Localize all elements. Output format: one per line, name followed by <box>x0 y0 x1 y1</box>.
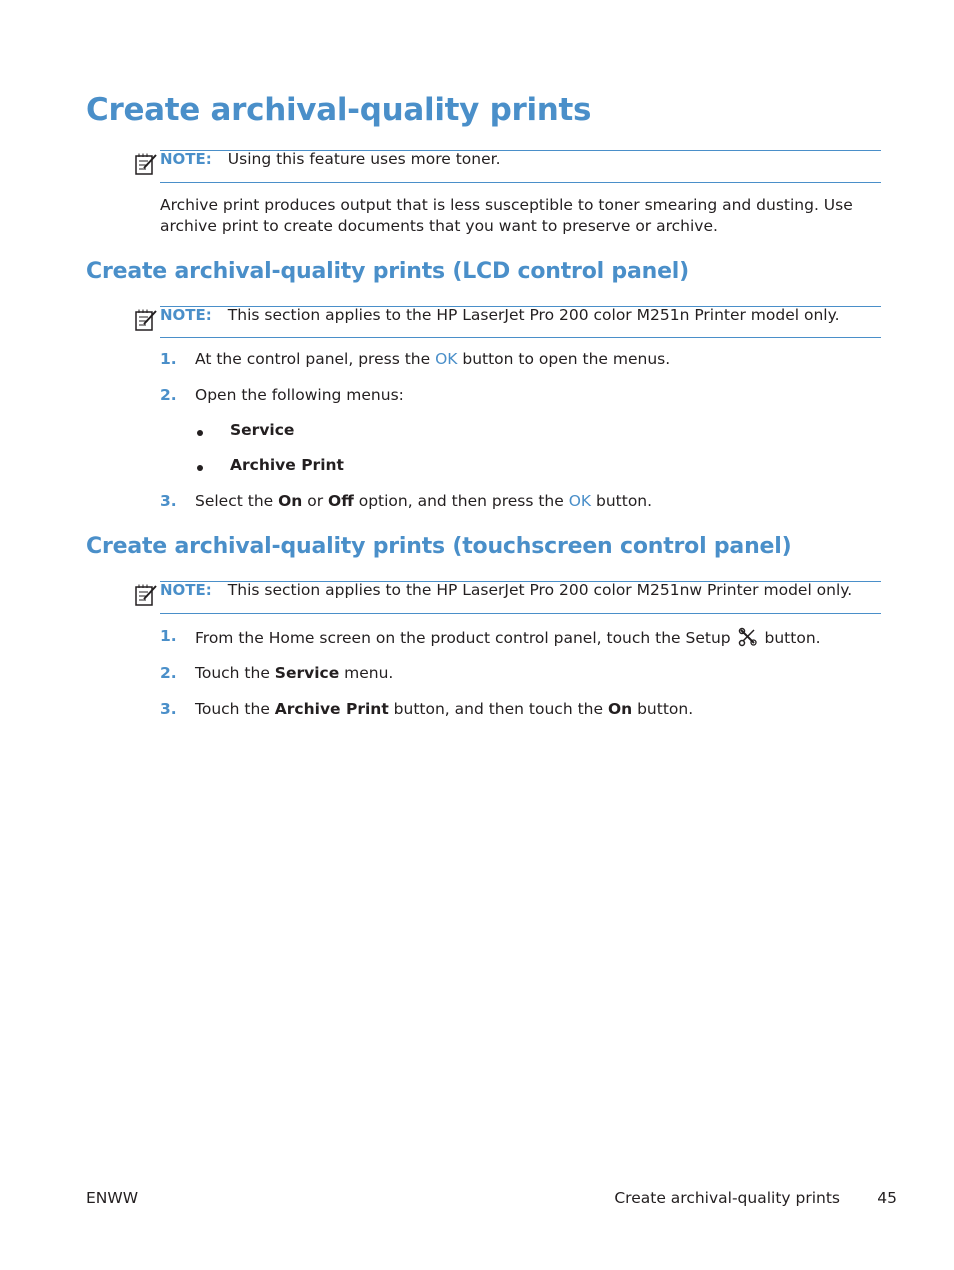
step-text: From the Home screen on the product control panel, touch the Setup <box>195 629 731 647</box>
page-title: Create archival-quality prints <box>86 92 592 128</box>
setup-wrench-screwdriver-icon <box>738 627 758 647</box>
step-text: Select the <box>195 492 279 510</box>
step-number: 2. <box>160 664 177 682</box>
lcd-step-3 <box>195 492 652 510</box>
ok-button-ref: OK <box>568 492 592 510</box>
footer-section-title: Create archival-quality prints <box>614 1189 840 1207</box>
step-text: Touch the <box>195 664 275 682</box>
touch-note <box>160 581 852 599</box>
note-label: NOTE: <box>160 150 212 168</box>
bullet-icon <box>197 430 203 436</box>
step-text: At the control panel, press the <box>195 350 436 368</box>
page-number: 45 <box>877 1189 897 1207</box>
step-text: button to open the menus. <box>457 350 671 368</box>
note-icon <box>134 152 158 176</box>
lcd-step-1 <box>195 350 670 368</box>
bullet-icon <box>197 465 203 471</box>
off-option: Off <box>328 492 354 510</box>
intro-paragraph: Archive print produces output that is less susceptible to toner smearing and dusting. Use archive print to create documents that you want to preserve or archive. <box>160 196 853 235</box>
intro-note <box>160 150 501 168</box>
step-number: 3. <box>160 700 177 718</box>
service-menu-ref: Service <box>274 664 340 682</box>
note-icon <box>134 583 158 607</box>
step-text: button, and then touch the <box>388 700 608 718</box>
step-text: Touch the <box>195 700 275 718</box>
step-text: button. <box>632 700 694 718</box>
section-heading-lcd: Create archival-quality prints (LCD control panel) <box>86 259 689 284</box>
step-text: menu. <box>339 664 394 682</box>
step-number: 1. <box>160 627 177 645</box>
menu-item-service: Service <box>230 421 295 439</box>
lcd-step-2: Open the following menus: <box>195 386 404 404</box>
note-bottom-rule <box>160 182 881 183</box>
archive-print-button-ref: Archive Print <box>274 700 389 718</box>
step-text: button. <box>591 492 653 510</box>
menu-item-archive-print: Archive Print <box>230 456 344 474</box>
note-label: NOTE: <box>160 581 212 599</box>
step-number: 3. <box>160 492 177 510</box>
note-bottom-rule <box>160 613 881 614</box>
section-heading-touchscreen: Create archival-quality prints (touchscreen control panel) <box>86 534 792 559</box>
touch-step-2 <box>195 664 393 682</box>
step-number: 2. <box>160 386 177 404</box>
touch-step-3 <box>195 700 693 718</box>
ok-button-ref: OK <box>435 350 458 368</box>
on-button-ref: On <box>607 700 633 718</box>
touch-step-1 <box>195 627 821 647</box>
note-bottom-rule <box>160 337 881 338</box>
note-text: Using this feature uses more toner. <box>227 150 501 168</box>
note-label: NOTE: <box>160 306 212 324</box>
note-text: This section applies to the HP LaserJet Pro 200 color M251n Printer model only. <box>227 306 840 324</box>
footer-left: ENWW <box>86 1189 139 1207</box>
on-option: On <box>278 492 303 510</box>
note-text: This section applies to the HP LaserJet Pro 200 color M251nw Printer model only. <box>227 581 853 599</box>
step-text: button. <box>764 629 821 647</box>
step-number: 1. <box>160 350 177 368</box>
step-text: or <box>302 492 329 510</box>
note-icon <box>134 308 158 332</box>
lcd-note <box>160 306 840 324</box>
step-text: option, and then press the <box>353 492 569 510</box>
